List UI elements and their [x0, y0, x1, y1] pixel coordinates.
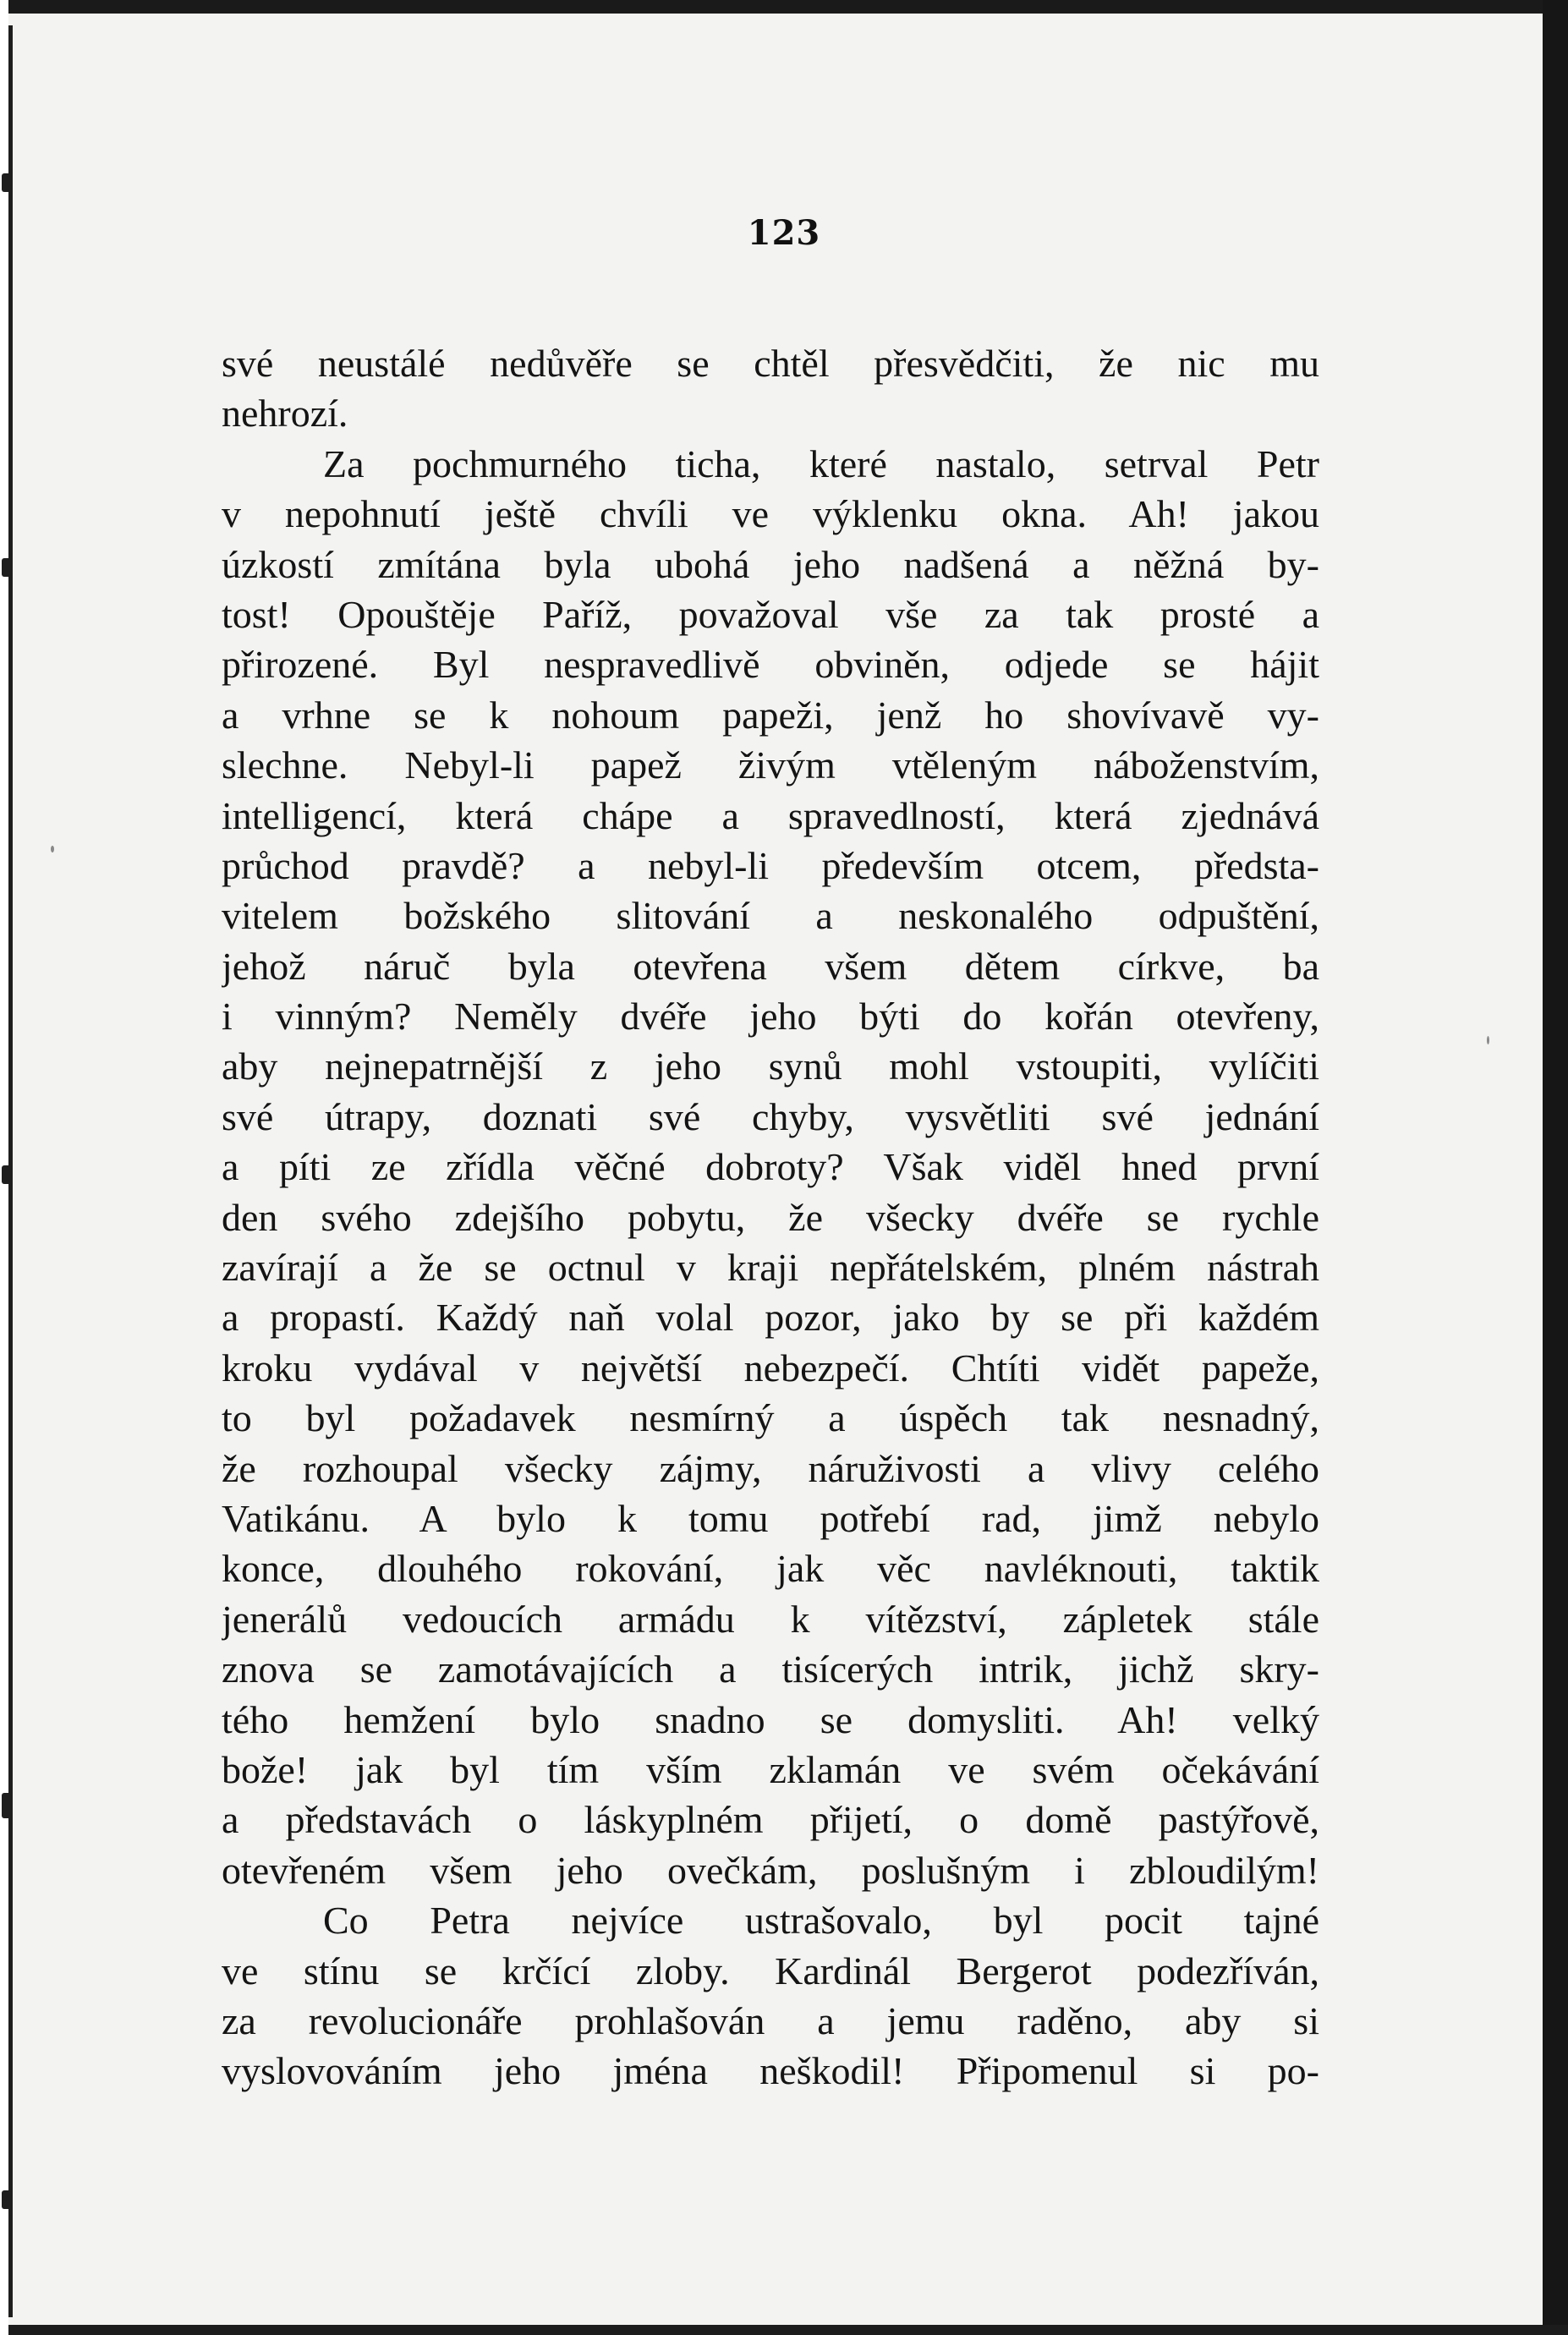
text-line: slechne. Nebyl-li papež živým vtěleným náboženstvím, — [222, 743, 1319, 787]
text-line: Vatikánu. A bylo k tomu potřebí rad, jimž nebylo — [222, 1496, 1319, 1540]
text-line: ve stínu se krčící zloby. Kardinál Bergerot podezříván, — [222, 1949, 1319, 1992]
text-line: kroku vydával v největší nebezpečí. Chtíti vidět papeže, — [222, 1346, 1319, 1389]
text-line: vyslovováním jeho jména neškodil! Připomenul si po- — [222, 2049, 1319, 2093]
text-line: tého hemžení bylo snadno se domysliti. Ah! velký — [222, 1697, 1319, 1741]
text-line: Za pochmurného ticha, které nastalo, setrval Petr — [323, 441, 1319, 485]
binding-mark — [2, 2190, 12, 2209]
scan-speck — [1487, 1036, 1489, 1044]
text-line: den svého zdejšího pobytu, že všecky dvéře se rychle — [222, 1195, 1319, 1239]
text-line: tost! Opouštěje Paříž, považoval vše za tak prosté a — [222, 592, 1319, 636]
text-line: i vinným? Neměly dvéře jeho býti do kořán otevřeny, — [222, 995, 1319, 1039]
text-line: konce, dlouhého rokování, jak věc navléknouti, taktik — [222, 1547, 1319, 1591]
binding-mark — [2, 558, 12, 577]
scan-speck — [51, 846, 54, 852]
text-line: za revolucionáře prohlašován a jemu raděno, aby si — [222, 1998, 1319, 2042]
text-line: vitelem božského slitování a neskonalého odpuštění, — [222, 894, 1319, 938]
text-line: intelligencí, která chápe a spravedlností, která zjednává — [222, 793, 1319, 837]
text-line: aby nejnepatrnější z jeho synů mohl vstoupiti, vylíčiti — [222, 1044, 1319, 1088]
scan-border-bottom — [0, 2325, 1568, 2335]
scan-border-right — [1543, 0, 1568, 2335]
text-line: a vrhne se k nohoum papeži, jenž ho shovívavě vy- — [222, 693, 1319, 737]
text-line: průchod pravdě? a nebyl-li především otcem, předsta- — [222, 843, 1319, 887]
text-line: jehož náruč byla otevřena všem dětem církve, ba — [222, 944, 1319, 988]
body-text — [222, 338, 1319, 2097]
text-line: nehrozí. — [222, 392, 348, 436]
page-number: 123 — [747, 213, 821, 253]
text-line: Co Petra nejvíce ustrašovalo, byl pocit tajné — [323, 1899, 1319, 1943]
text-line: své neustálé nedůvěře se chtěl přesvědčiti, že nic mu — [222, 342, 1319, 385]
text-line: jenerálů vedoucích armádu k vítězství, zápletek stále — [222, 1597, 1319, 1641]
text-line: v nepohnutí ještě chvíli ve výklenku okna. Ah! jakou — [222, 492, 1319, 536]
text-line: úzkostí zmítána byla ubohá jeho nadšená a něžná by- — [222, 542, 1319, 586]
binding-mark — [2, 173, 12, 192]
binding-mark — [2, 1793, 12, 1818]
text-line: své útrapy, doznati své chyby, vysvětliti své jednání — [222, 1094, 1319, 1138]
scan-border-top — [0, 0, 1568, 14]
text-line: a propastí. Každý naň volal pozor, jako by se při každém — [222, 1296, 1319, 1340]
text-line: otevřeném všem jeho ovečkám, poslušným i zbloudilým! — [222, 1848, 1319, 1892]
text-line: to byl požadavek nesmírný a úspěch tak nesnadný, — [222, 1396, 1319, 1440]
text-line: a představách o láskyplném přijetí, o domě pastýřově, — [222, 1798, 1319, 1842]
text-line: zavírají a že se octnul v kraji nepřátelském, plném nástrah — [222, 1246, 1319, 1290]
text-line: přirozené. Byl nespravedlivě obviněn, odjede se hájit — [222, 643, 1319, 687]
text-line: bože! jak byl tím vším zklamán ve svém očekávání — [222, 1747, 1319, 1791]
text-line: a píti ze zřídla věčné dobroty? Však viděl hned první — [222, 1145, 1319, 1189]
text-line: znova se zamotávajících a tisícerých intrik, jichž skry- — [222, 1647, 1319, 1691]
binding-mark — [2, 1165, 12, 1184]
text-line: že rozhoupal všecky zájmy, náruživosti a vlivy celého — [222, 1446, 1319, 1490]
